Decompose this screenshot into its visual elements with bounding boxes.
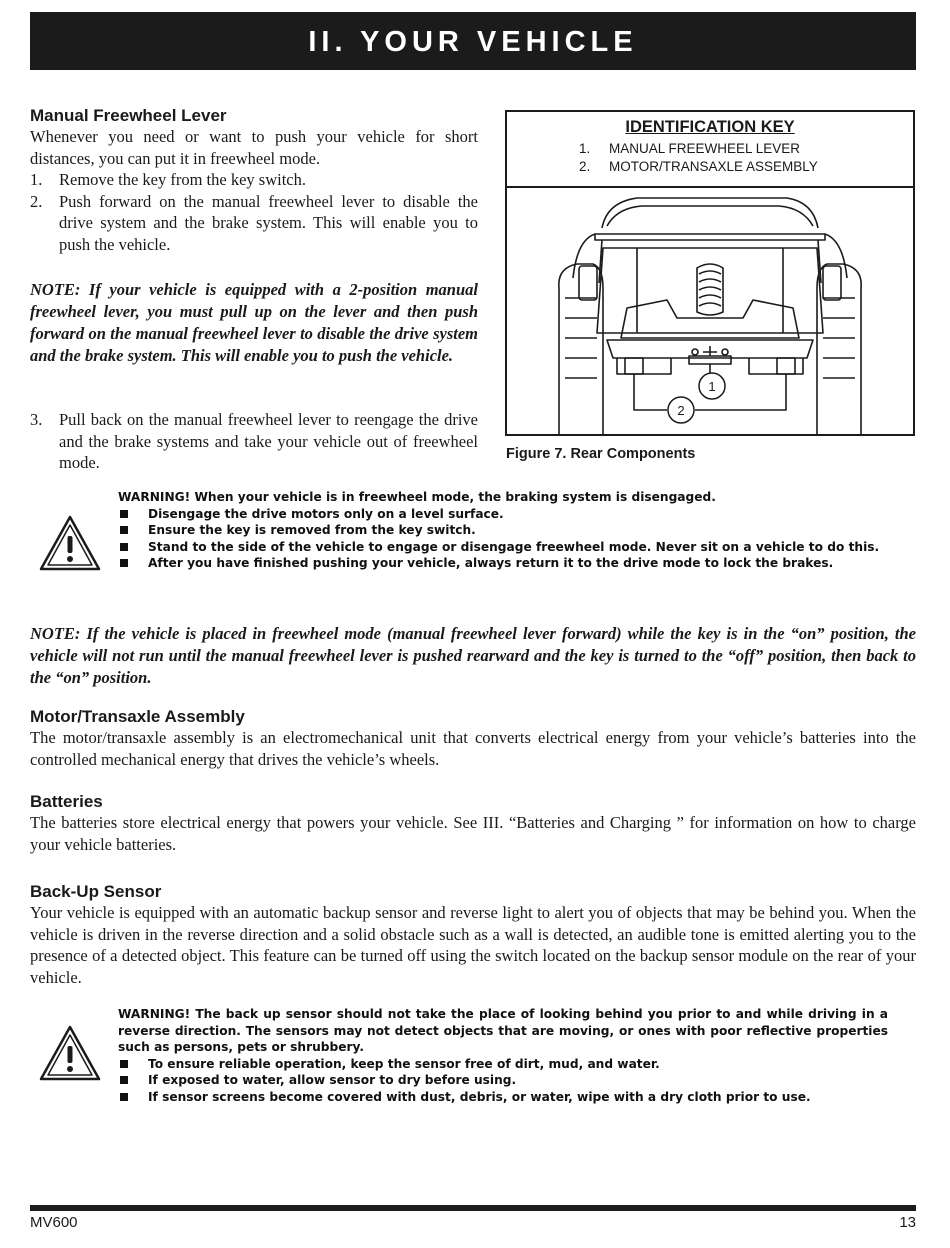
warning-lead: WARNING! When your vehicle is in freewheel mode, the braking system is disengaged. <box>118 490 716 504</box>
svg-text:1: 1 <box>708 379 716 394</box>
list-item: Disengage the drive motors only on a level surface. <box>118 506 888 523</box>
motor-text: The motor/transaxle assembly is an electromechanical unit that converts electrical energy from your vehicle’s batteries into the controlled mechanical energy that drives the vehicle’s wheels. <box>30 728 916 769</box>
vehicle-rear-illustration <box>507 188 913 434</box>
batteries-text: The batteries store electrical energy that powers your vehicle. See III. “Batteries and Charging ” for information on how to charge your vehicle batteries. <box>30 813 916 854</box>
identification-key-title: IDENTIFICATION KEY <box>625 118 795 136</box>
warning-triangle-icon <box>38 1024 102 1082</box>
freewheel-key-note: NOTE: If the vehicle is placed in freewheel mode (manual freewheel lever forward) while the key is in the “on” position, the vehicle will not run until the manual freewheel lever is pushed rearward and the key is turned to the “off” position, then back to the “on” position. <box>30 624 916 687</box>
key-item: 1. MANUAL FREEWHEEL LEVER <box>579 141 801 156</box>
list-item: 2. Push forward on the manual freewheel lever to disable the drive system and the brake system. This will enable you to push the vehicle. <box>30 191 478 254</box>
section-banner: II. YOUR VEHICLE <box>30 12 916 70</box>
batteries-section <box>30 792 916 855</box>
motor-heading: Motor/Transaxle Assembly <box>30 707 245 726</box>
list-item: To ensure reliable operation, keep the sensor free of dirt, mud, and water. <box>118 1056 888 1073</box>
freewheel-heading: Manual Freewheel Lever <box>30 106 227 125</box>
figure-caption: Figure 7. Rear Components <box>506 446 696 462</box>
list-item: 1. Remove the key from the key switch. <box>30 170 306 189</box>
batteries-heading: Batteries <box>30 792 103 811</box>
identification-key <box>507 112 913 188</box>
warning-lead: WARNING! The back up sensor should not take the place of looking behind you prior to and while driving in a reverse direction. The sensors may not detect objects that are moving, or ones with poor reflective properties such as persons, pets or shrubbery. <box>118 1007 888 1054</box>
svg-text:2: 2 <box>677 403 685 418</box>
list-item: 3. Pull back on the manual freewheel lever to reengage the drive and the brake systems and take your vehicle out of freewheel mode. <box>30 410 478 472</box>
list-item: If sensor screens become covered with dust, debris, or water, wipe with a dry cloth prior to use. <box>118 1089 888 1106</box>
freewheel-note-block <box>30 279 478 367</box>
freewheel-step3-block <box>30 409 478 474</box>
backup-text: Your vehicle is equipped with an automatic backup sensor and reverse light to alert you of objects that may be behind you. When the vehicle is driven in the reverse direction and a solid obstacle such as a wall is detected, an audible tone is emitted alerting you to the presence of a detected object. This feature can be turned off using the switch located on the backup sensor module on the rear of your vehicle. <box>30 903 916 987</box>
freewheel-section <box>30 106 478 255</box>
freewheel-note: NOTE: If your vehicle is equipped with a 2-position manual freewheel lever, you must pull up on the lever and then push forward on the manual freewheel lever to disable the drive system and the brake system. This will enable you to push the vehicle. <box>30 280 478 365</box>
backup-section <box>30 882 916 988</box>
key-item: 2. MOTOR/TRANSAXLE ASSEMBLY <box>579 159 818 174</box>
warning-triangle-icon <box>38 514 102 572</box>
list-item: If exposed to water, allow sensor to dry before using. <box>118 1072 888 1089</box>
identification-key-box <box>505 110 915 436</box>
callout-1 <box>699 373 725 399</box>
freewheel-key-note-block <box>30 623 916 689</box>
freewheel-intro: Whenever you need or want to push your vehicle for short distances, you can put it in freewheel mode. <box>30 127 478 168</box>
warning-backup-sensor <box>118 1006 888 1105</box>
list-item: Ensure the key is removed from the key switch. <box>118 522 888 539</box>
warning-freewheel <box>118 489 888 572</box>
backup-heading: Back-Up Sensor <box>30 882 162 901</box>
freewheel-steps <box>30 169 478 255</box>
footer-rule <box>30 1205 916 1211</box>
callout-2 <box>668 397 694 423</box>
footer-model: MV600 <box>30 1214 78 1231</box>
list-item: Stand to the side of the vehicle to engage or disengage freewheel mode. Never sit on a vehicle to do this. <box>118 539 888 556</box>
list-item: After you have finished pushing your vehicle, always return it to the drive mode to lock the brakes. <box>118 555 888 572</box>
motor-section <box>30 707 916 770</box>
page-number: 13 <box>899 1214 916 1231</box>
